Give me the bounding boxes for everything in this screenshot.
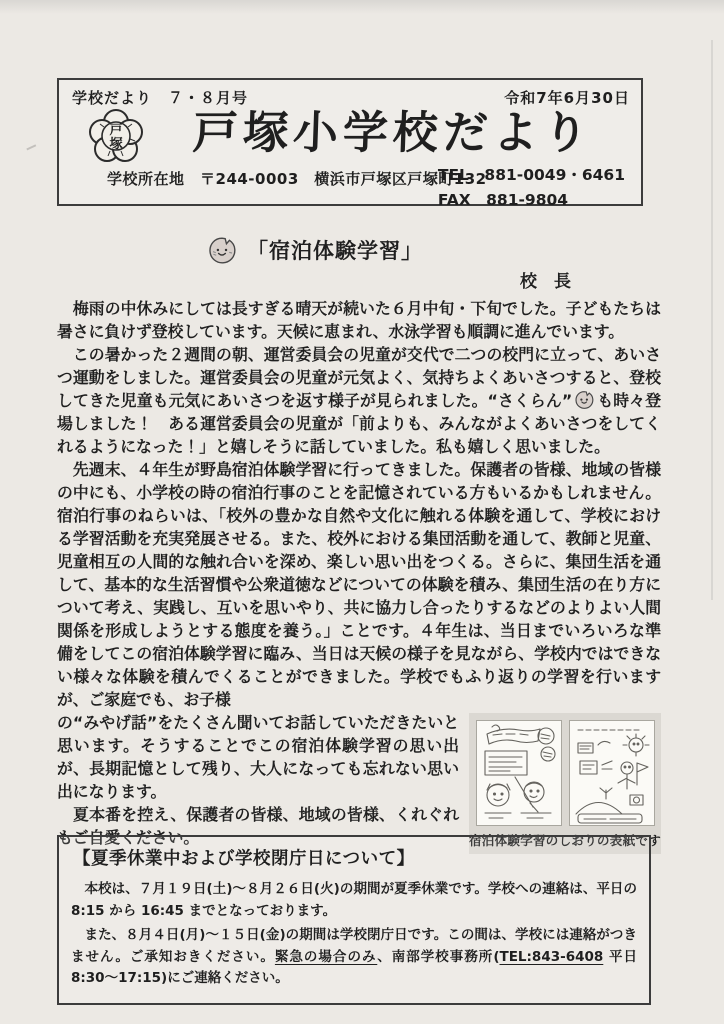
school-address: 学校所在地 〒244-0003 横浜市戸塚区戸塚町132 [107,170,487,188]
booklet-covers-figure [469,713,661,854]
main-article [57,233,661,858]
booklet-cover-right-image [569,720,655,826]
paragraph-2 [57,343,661,458]
summer-closure-notice-box [57,835,651,1005]
notice-paragraph-1: 本校は、７月１９日(土)～８月２６日(火)の期間が夏季休業です。学校への連絡は、平日の 8:15 から 16:45 までとなっております。 [71,881,637,919]
article-title: 「宿泊体験学習」 [247,239,423,263]
paragraph-4: 夏本番を控え、保護者の皆様、地域の皆様、くれぐれもご自愛ください。 [57,805,459,847]
figure-caption: 宿泊体験学習のしおりの表紙です [469,833,661,848]
newsletter-title: 戸塚小学校だより [191,106,594,159]
notice-title: 【夏季休業中および学校閉庁日について】 [73,849,415,869]
paragraph-3: 先週末、４年生が野島宿泊体験学習に行ってきました。保護者の皆様、地域の皆様の中にも、小学校の時の宿泊行事のことを記憶されている方もいるかもしれません。宿泊行事のねらいは、「校外の豊かな自然や文化に触れる体験を通して、学校における学習活動を充実発展させる。また、校外における集団活動を通して、教師と児童、児童相互の人間的な触れ合いを深め、楽しい思い出をつくる。さらに、集団生活を通して、基本的な生活習慣や公衆道徳などについての体験を積み、集団生活の在り方について考え、実践し、互いを思いやり、共に協力し合ったりするなどのよりよい人間関係を形成しようとする態度を養う。」ことです。４年生は、当日までいろいろな準備をしてこの宿泊体験学習に臨み、当日は天候の様子を見ながら、学校内ではできない様々な体験を積んでくることができました。学校でもふり返りの学習を行いますが、ご家庭でも、お子様 [57,460,661,709]
booklet-cover-left-image [476,720,562,826]
booklet-covers [469,720,661,826]
school-contact [438,163,625,213]
notice-paragraph-2 [71,925,637,990]
school-emblem-icon [83,106,149,168]
article-byline: 校 長 [520,272,571,292]
paragraph-2-text-b: も時々登場しました！ ある運営委員会の児童が「前よりも、みんながよくあいさつをしてくれるようになった！」と嬉しそうに話していました。私も嬉しく思いました。 [57,391,661,456]
emblem-character-top: 戸 [109,123,123,138]
masthead-box [57,78,643,209]
notice-text: また、８月４日(月)～１５日(金)の期間は学校閉庁日です。この間は、学校には連絡がつきません。ご承知おきください。 [71,927,637,965]
article-header [207,233,661,267]
sakuran-mascot-icon [207,236,238,265]
emblem-character-bottom: 塚 [109,137,123,152]
issue-date: 令和7年6月30日 [504,89,630,107]
paragraph-3-wrapped: の“みやげ話”をたくさん聞いてお話していただきたいと思います。そうすることでこの宿泊体験学習の思い出が、長期記憶として残り、大人になっても忘れない思い出になります。 [57,713,459,801]
notice-text: 、南部学校事務所( [377,948,500,965]
sakuran-mascot-small-icon [574,390,595,410]
paragraph-1: 梅雨の中休みにしては長すぎる晴天が続いた６月中旬・下旬でした。子どもたちは暑さに負けず登校しています。天候に恵まれ、水泳学習も順調に進んでいます。 [57,299,661,341]
article-body [57,297,661,858]
notice-emergency-underlined: 緊急の場合のみ [274,948,378,965]
issue-label: 学校だより ７・８月号 [72,89,249,107]
school-tel: TEL 881-0049・6461 [437,166,625,184]
scan-artifact [26,144,39,157]
paragraph-2-text-a: この暑かった２週間の朝、運営委員会の児童が交代で二つの校門に立って、あいさつ運動をしました。運営委員会の児童が元気よく、気持ちよくあいさつすると、登校してきた児童も元気にあいさつを返す様子が見られました。“さくらん” [57,345,661,410]
notice-text: 平日 8:30～17:15)にご連絡ください。 [71,948,638,986]
notice-tel-underlined: TEL:843-6408 [499,948,604,965]
school-fax: FAX 881-9804 [437,191,569,209]
